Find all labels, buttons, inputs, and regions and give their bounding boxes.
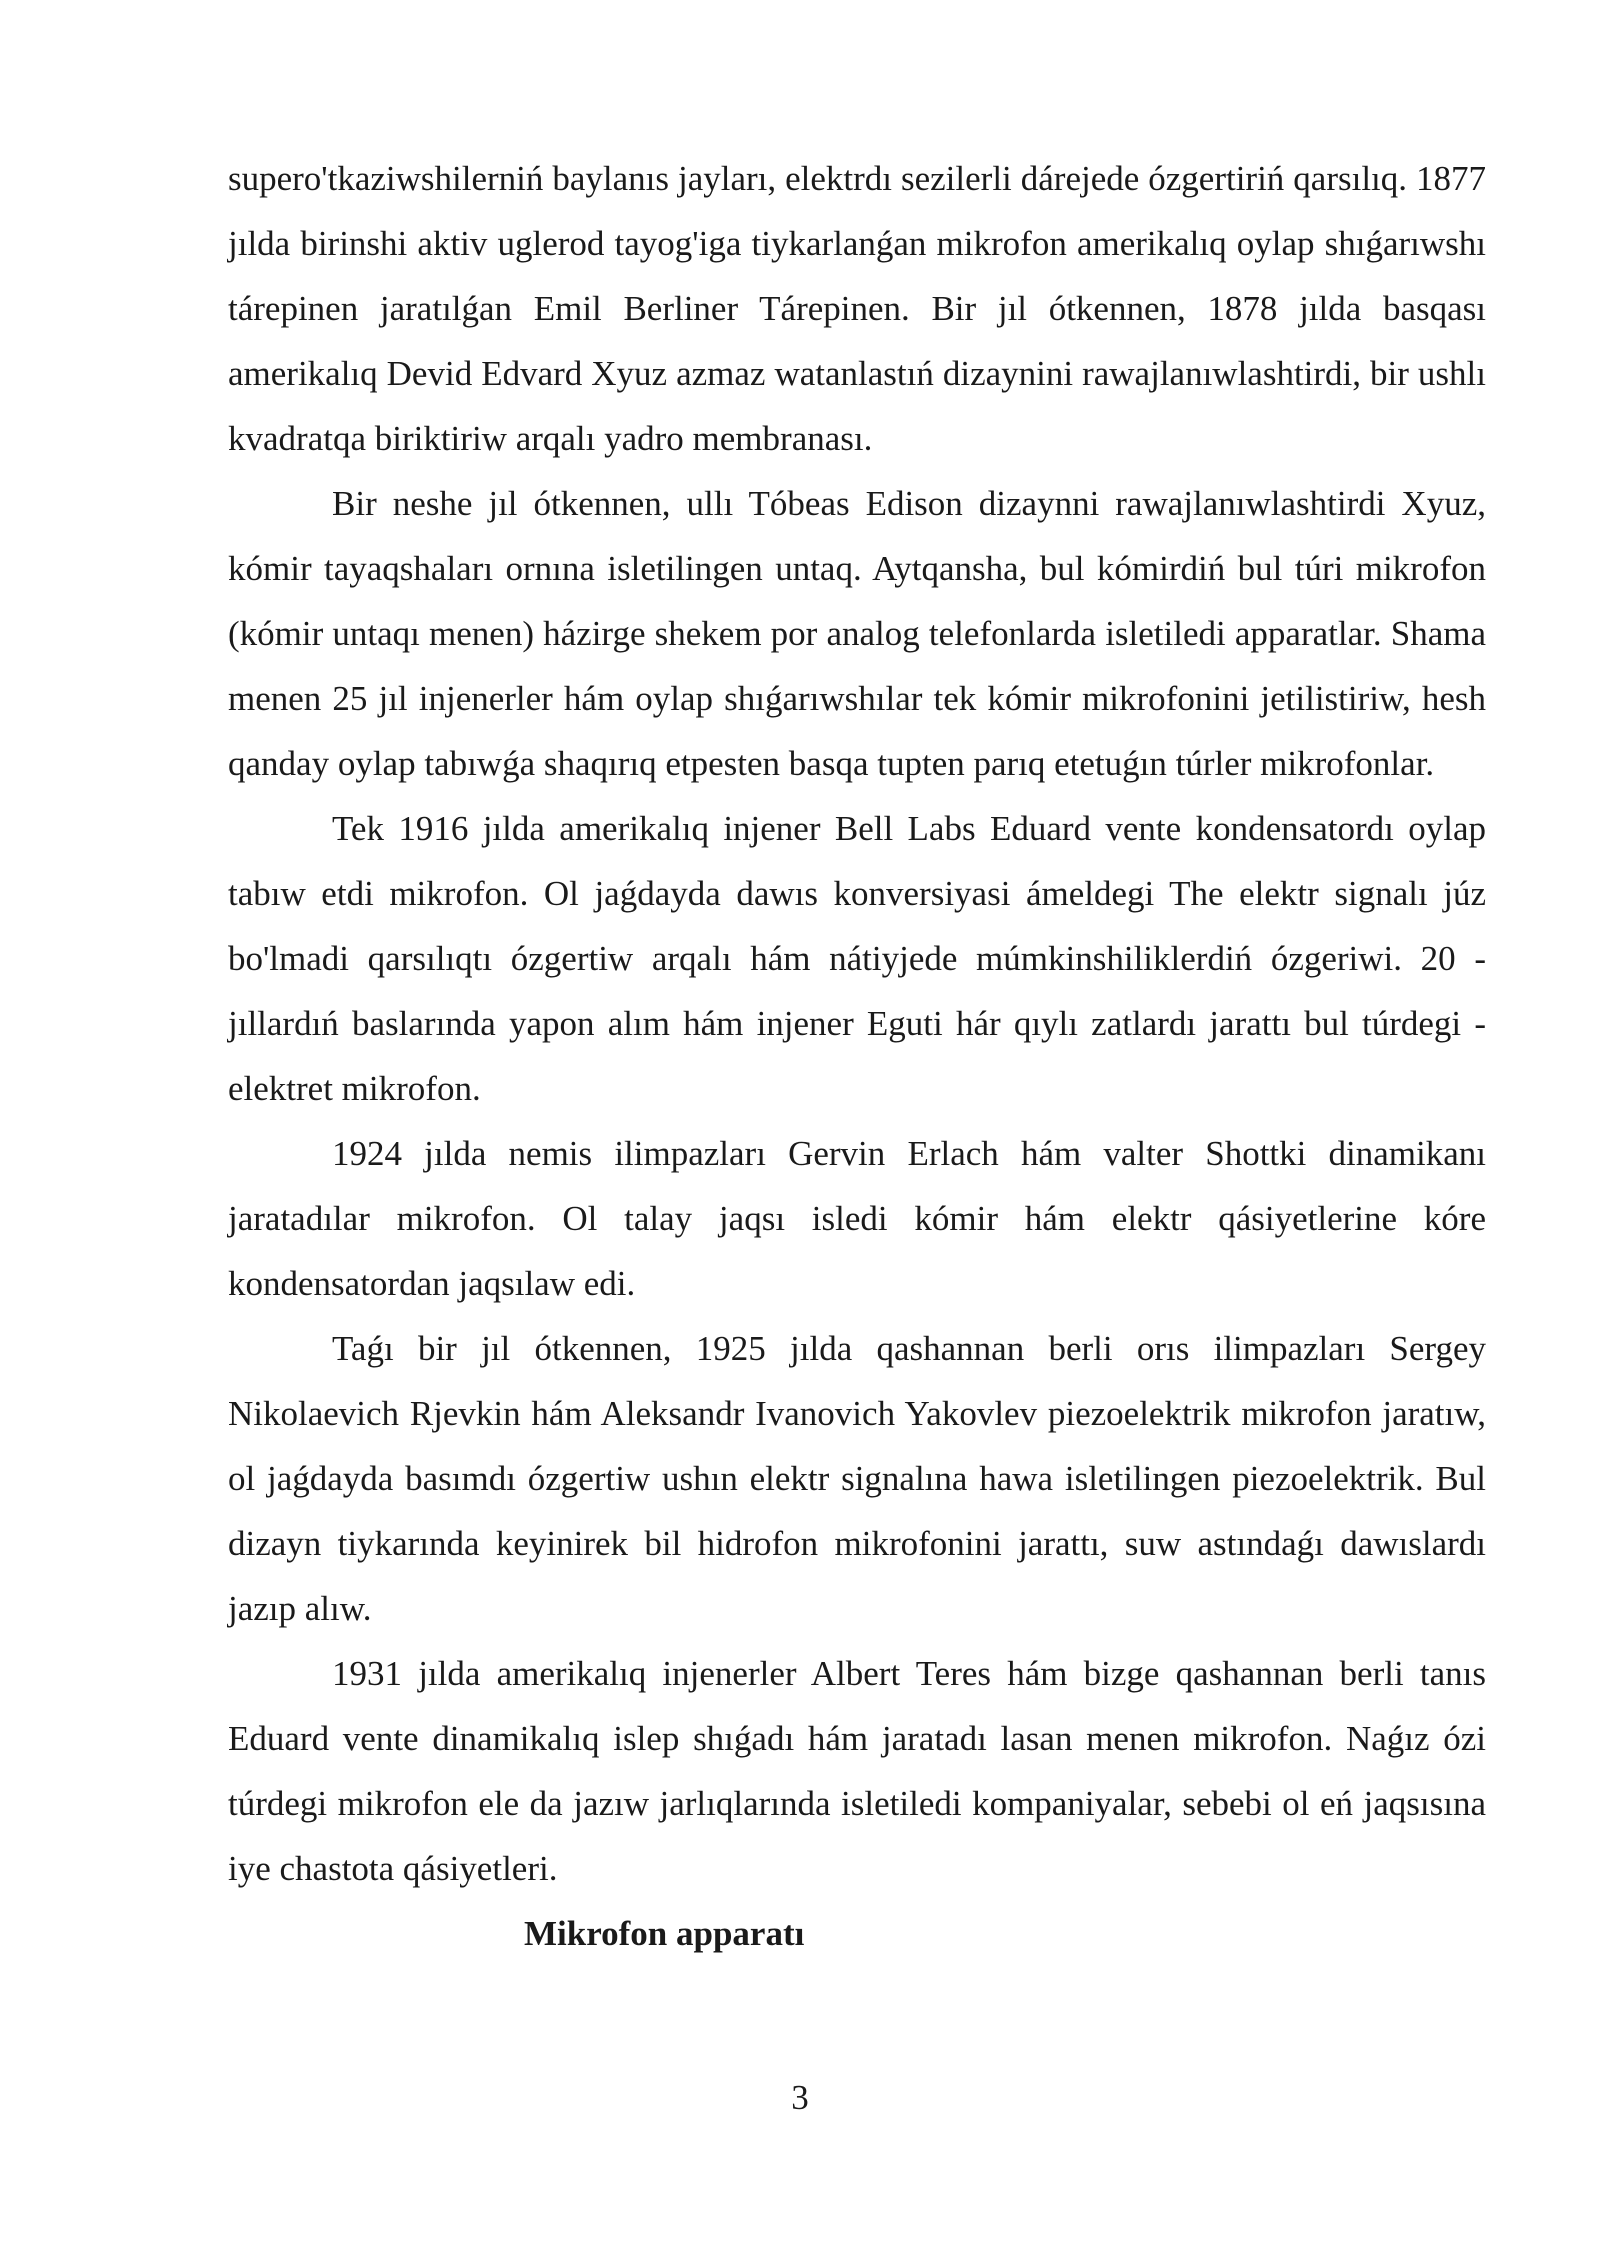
body-text — [228, 146, 1486, 1966]
paragraph-coil: 1931 jılda amerikalıq injenerler Albert Teres hám bizge qashannan berli tanıs Eduard vente dinamikalıq islep shıǵadı hám jaratadı lasan menen mikrofon. Naǵız ózi túrdegi mikrofon ele da jazıw jarlıqlarında isletiledi kompaniyalar, sebebi ol eń jaqsısına iye chastota qásiyetleri. — [228, 1654, 1486, 1888]
paragraph-condenser: Tek 1916 jılda amerikalıq injener Bell Labs Eduard vente kondensatordı oylap tabıw etdi mikrofon. Ol jaǵdayda dawıs konversiyasi ámeldegi The elektr signalı júz bo'lmadi qarsılıqtı ózgertiw arqalı hám nátiyjede múmkinshiliklerdiń ózgeriwi. 20 -jıllardıń baslarında yapon alım hám injener Eguti hár qıylı zatlardı jarattı bul túrdegi - elektret mikrofon. — [228, 809, 1486, 1108]
paragraph-piezoelectric: Taǵı bir jıl ótkennen, 1925 jılda qashannan berli orıs ilimpazları Sergey Nikolaevich Rjevkin hám Aleksandr Ivanovich Yakovlev piezoelektrik mikrofon jaratıw, ol jaǵdayda basımdı ózgertiw ushın elektr signalına hawa isletilingen piezoelektrik. Bul dizayn tiykarında keyinirek bil hidrofon mikrofonini jarattı, suw astındaǵı dawıslardı jazıp alıw. — [228, 1329, 1486, 1628]
paragraph-dynamic: 1924 jılda nemis ilimpazları Gervin Erlach hám valter Shottki dinamikanı jaratadılar mikrofon. Ol talay jaqsı isledi kómir hám elektr qásiyetlerine kóre kondensatordan jaqsılaw edi. — [228, 1134, 1486, 1303]
paragraph-edison: Bir neshe jıl ótkennen, ullı Tóbeas Edison dizaynni rawajlanıwlashtirdi Xyuz, kómir tayaqshaları ornına isletilingen untaq. Aytqansha, bul kómirdiń bul túri mikrofon (kómir untaqı menen) házirge shekem por analog telefonlarda isletiledi apparatlar. Shama menen 25 jıl injenerler hám oylap shıǵarıwshılar tek kómir mikrofonini jetilistiriw, hesh qanday oylap tabıwǵa shaqırıq etpesten basqa tupten parıq etetuǵın túrler mikrofonlar. — [228, 484, 1486, 783]
section-heading: Mikrofon apparatı — [524, 1914, 805, 1953]
page-number: 3 — [791, 2078, 809, 2117]
paragraph-continuation: supero'tkaziwshilerniń baylanıs jayları, elektrdı sezilerli dárejede ózgertiriń qarsılıq. 1877 jılda birinshi aktiv uglerod tayog'iga tiykarlanǵan mikrofon amerikalıq oylap shıǵarıwshı tárepinen jaratılǵan Emil Berliner Tárepinen. Bir jıl ótkennen, 1878 jılda basqası amerikalıq Devid Edvard Xyuz azmaz watanlastıń dizaynini rawajlanıwlashtirdi, bir ushlı kvadratqa biriktiriw arqalı yadro membranası. — [228, 159, 1486, 458]
